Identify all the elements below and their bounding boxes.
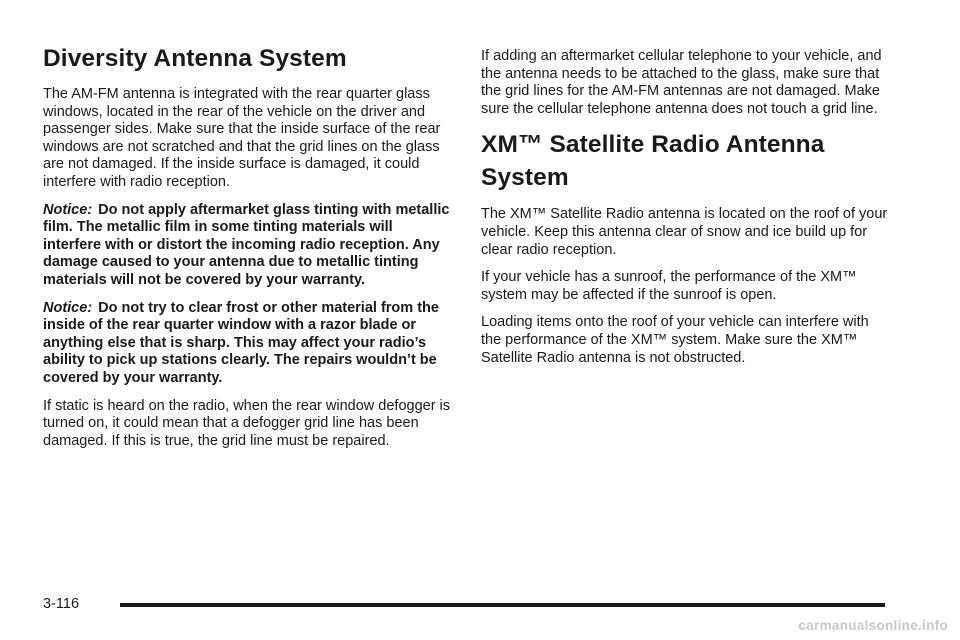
notice-label: Notice: [43,299,93,316]
notice-label: Notice: [43,201,93,218]
watermark: carmanualsonline.info [798,618,948,633]
paragraph-roof-loading: Loading items onto the roof of your vehicle can interfere with the performance of the XM™ system. Make sure the XM™ Satellite Radio antenna is not obstructed. [481,314,869,366]
paragraph-sunroof: If your vehicle has a sunroof, the performance of the XM™ system may be affected if the sunroof is open. [481,269,857,303]
left-column [43,44,451,460]
page-number: 3-116 [43,596,80,612]
notice-frost [43,300,451,388]
section-heading-xm-antenna: XM™ Satellite Radio Antenna System [481,131,825,192]
section-heading-diversity-antenna: Diversity Antenna System [43,45,347,72]
paragraph-xm-location: The XM™ Satellite Radio antenna is located on the roof of your vehicle. Keep this antenna clear of snow and ice build up for clear radio reception. [481,206,888,258]
footer-rule [120,603,885,607]
paragraph-static: If static is heard on the radio, when the rear window defogger is turned on, it could mean that a defogger grid line has been damaged. If this is true, the grid line must be repaired. [43,397,451,449]
notice-tinting [43,202,451,290]
notice-text: Do not try to clear frost or other material from the inside of the rear quarter window with a razor blade or anything else that is sharp. This may affect your radio’s ability to pick up stations clearly. The repairs wouldn’t be covered by your warranty. [43,299,439,386]
paragraph-cellular: If adding an aftermarket cellular telephone to your vehicle, and the antenna needs to be attached to the glass, make sure that the grid lines for the AM-FM antennas are not damaged. Make sure the cellular telephone antenna does not touch a grid line. [481,48,882,117]
notice-text: Do not apply aftermarket glass tinting with metallic film. The metallic film in some tinting materials will interfere with or distort the incoming radio reception. Any damage caused to your antenna due to metallic tinting materials will not be covered by your warranty. [43,201,450,288]
right-column [481,48,889,377]
paragraph-am-fm-antenna: The AM-FM antenna is integrated with the rear quarter glass windows, located in the rear of the vehicle on the driver and passenger sides. Make sure that the inside surface of the rear windows are not scratched and that the grid lines on the glass are not damaged. If the inside surface is damaged, it could interfere with radio reception. [43,86,441,190]
